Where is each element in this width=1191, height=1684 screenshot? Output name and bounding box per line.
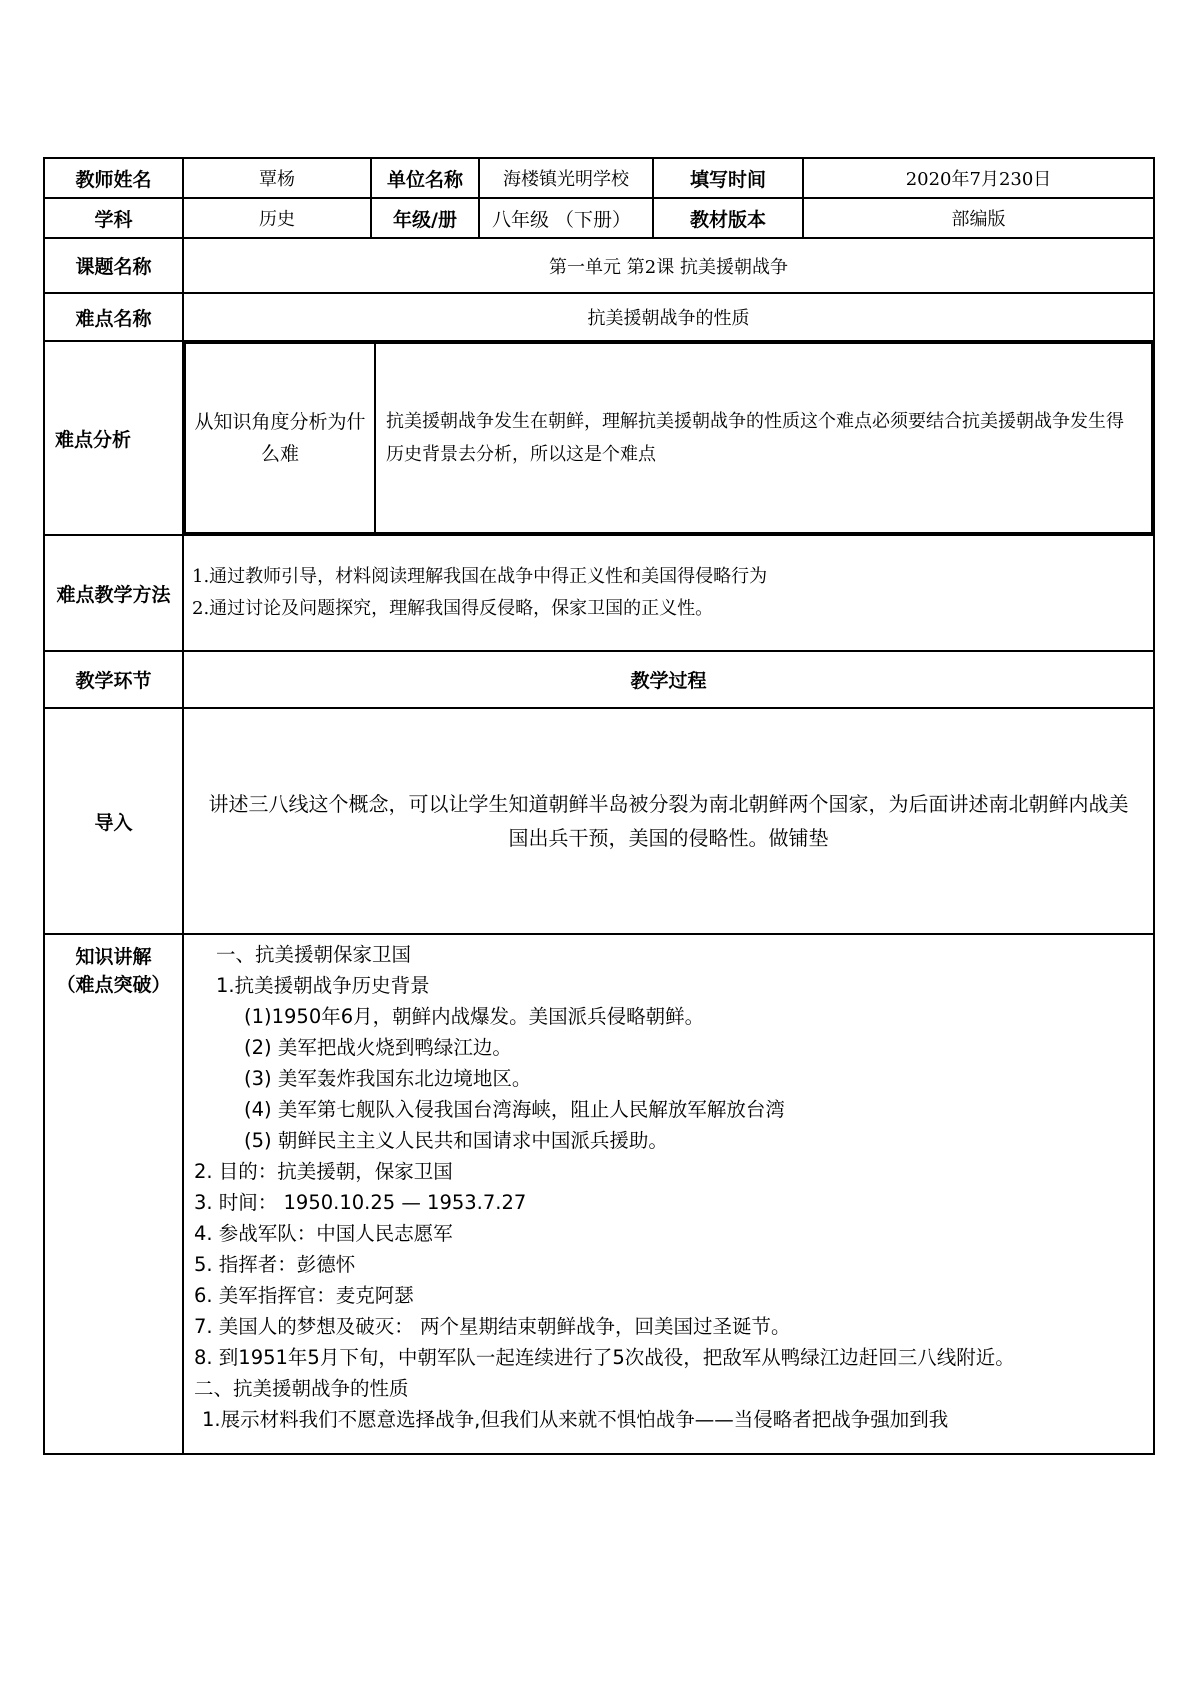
grade-label: 年级/册 [371,198,479,238]
analysis-sub-label: 从知识角度分析为什么难 [185,343,375,533]
process-header-row [44,651,1154,708]
knowledge-line: 1.抗美援朝战争历史背景 [216,974,430,997]
subject-label: 学科 [44,198,183,238]
knowledge-line: 二、抗美援朝战争的性质 [194,1377,409,1400]
analysis-inner-table [184,342,1153,534]
knowledge-line: 8. 到1951年5月下旬，中朝军队一起连续进行了5次战役，把敌军从鸭绿江边赶回三八线附近。 [194,1346,1015,1369]
knowledge-line: (2) 美军把战火烧到鸭绿江边。 [244,1036,512,1059]
intro-label: 导入 [44,708,183,934]
methods-content [183,535,1154,651]
analysis-label: 难点分析 [44,341,183,535]
intro-row [44,708,1154,934]
knowledge-line: 7. 美国人的梦想及破灭： 两个星期结束朝鲜战争，回美国过圣诞节。 [194,1315,791,1338]
knowledge-line: 一、抗美援朝保家卫国 [216,943,412,966]
date-label: 填写时间 [653,158,803,198]
method-line: 1.通过教师引导，材料阅读理解我国在战争中得正义性和美国得侵略行为 [192,566,768,587]
analysis-content-cell [183,341,1154,535]
knowledge-line: (4) 美军第七舰队入侵我国台湾海峡，阻止人民解放军解放台湾 [244,1098,785,1121]
knowledge-label [44,934,183,1454]
grade-value: 八年级 （下册） [479,198,653,238]
intro-text: 讲述三八线这个概念，可以让学生知道朝鲜半岛被分裂为南北朝鲜两个国家，为后面讲述南北朝鲜内战美国出兵干预，美国的侵略性。做铺垫 [183,708,1154,934]
knowledge-line: 2. 目的：抗美援朝，保家卫国 [194,1160,453,1183]
unit-value: 海楼镇光明学校 [479,158,653,198]
analysis-text: 抗美援朝战争发生在朝鲜，理解抗美援朝战争的性质这个难点必须要结合抗美援朝战争发生得历史背景去分析，所以这是个难点 [375,343,1152,533]
knowledge-label-line1: 知识讲解 [75,946,152,968]
date-value: 2020年7月230日 [803,158,1154,198]
difficulty-row [44,293,1154,341]
knowledge-line: 4. 参战军队：中国人民志愿军 [194,1222,453,1245]
subject-value: 历史 [183,198,371,238]
analysis-row [44,341,1154,535]
edition-value: 部编版 [803,198,1154,238]
methods-label: 难点教学方法 [44,535,183,651]
method-line: 2.通过讨论及问题探究，理解我国得反侵略，保家卫国的正义性。 [192,598,714,619]
unit-label: 单位名称 [371,158,479,198]
difficulty-value: 抗美援朝战争的性质 [183,293,1154,341]
topic-label: 课题名称 [44,238,183,293]
topic-value: 第一单元 第2课 抗美援朝战争 [183,238,1154,293]
teacher-name-label: 教师姓名 [44,158,183,198]
header-row-1 [44,158,1154,198]
difficulty-label: 难点名称 [44,293,183,341]
lesson-plan-table [43,157,1155,1455]
knowledge-content [183,934,1154,1454]
knowledge-line: (3) 美军轰炸我国东北边境地区。 [244,1067,532,1090]
teacher-name-value: 覃杨 [183,158,371,198]
knowledge-line: 1.展示材料我们不愿意选择战争,但我们从来就不惧怕战争——当侵略者把战争强加到我 [202,1408,949,1431]
topic-row [44,238,1154,293]
knowledge-line: (5) 朝鲜民主主义人民共和国请求中国派兵援助。 [244,1129,668,1152]
header-row-2 [44,198,1154,238]
process-title: 教学过程 [183,651,1154,708]
knowledge-label-line2: （难点突破） [56,974,171,996]
methods-row [44,535,1154,651]
knowledge-line: 3. 时间： 1950.10.25 — 1953.7.27 [194,1191,527,1214]
knowledge-line: 5. 指挥者：彭德怀 [194,1253,356,1276]
edition-label: 教材版本 [653,198,803,238]
knowledge-row [44,934,1154,1454]
knowledge-line: (1)1950年6月，朝鲜内战爆发。美国派兵侵略朝鲜。 [244,1005,705,1028]
knowledge-line: 6. 美军指挥官：麦克阿瑟 [194,1284,414,1307]
process-stage-label: 教学环节 [44,651,183,708]
